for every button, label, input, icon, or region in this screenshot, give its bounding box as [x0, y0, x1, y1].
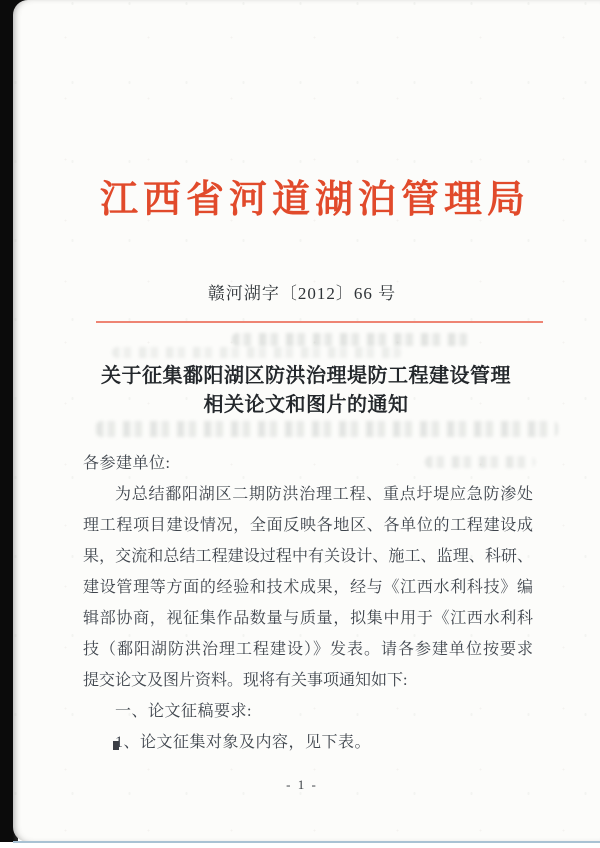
bleedthrough-smudge [96, 421, 558, 437]
paragraph-line: 建设管理等方面的经验和技术成果，经与《江西水利科技》编 [83, 579, 533, 596]
section-heading: 一、论文征稿要求: [115, 703, 252, 720]
list-item: 1、论文征集对象及内容，见下表。 [115, 734, 372, 751]
paragraph-line: 辑部协商，视征集作品数量与质量，拟集中用于《江西水利科 [83, 610, 533, 627]
bleedthrough-smudge [112, 347, 402, 358]
paragraph-line: 提交论文及图片资料。现将有关事项通知如下: [83, 672, 408, 689]
notice-title-line2: 相关论文和图片的通知 [203, 394, 409, 416]
paragraph-line: 为总结鄱阳湖区二期防洪治理工程、重点圩堤应急防渗处 [115, 486, 533, 503]
notice-title-line1: 关于征集鄱阳湖区防洪治理堤防工程建设管理 [101, 365, 511, 387]
red-divider-rule [96, 321, 543, 323]
paragraph-line: 果，交流和总结工程建设过程中有关设计、施工、监理、科研、 [83, 548, 533, 565]
page-number: - 1 - [286, 777, 318, 792]
notice-title [12, 362, 600, 420]
paragraph-line: 技（鄱阳湖防洪治理工程建设）》发表。请各参建单位按要求 [83, 641, 533, 658]
agency-red-header: 江西省河道湖泊管理局 [99, 179, 530, 221]
document-number: 赣河湖字〔2012〕66 号 [207, 284, 397, 303]
bleedthrough-smudge [232, 333, 470, 346]
paragraph-line: 理工程项目建设情况，全面反映各地区、各单位的工程建设成 [83, 517, 533, 534]
notice-body [83, 448, 533, 758]
salutation: 各参建单位: [83, 455, 171, 472]
paper-bottom-edge [13, 841, 600, 843]
